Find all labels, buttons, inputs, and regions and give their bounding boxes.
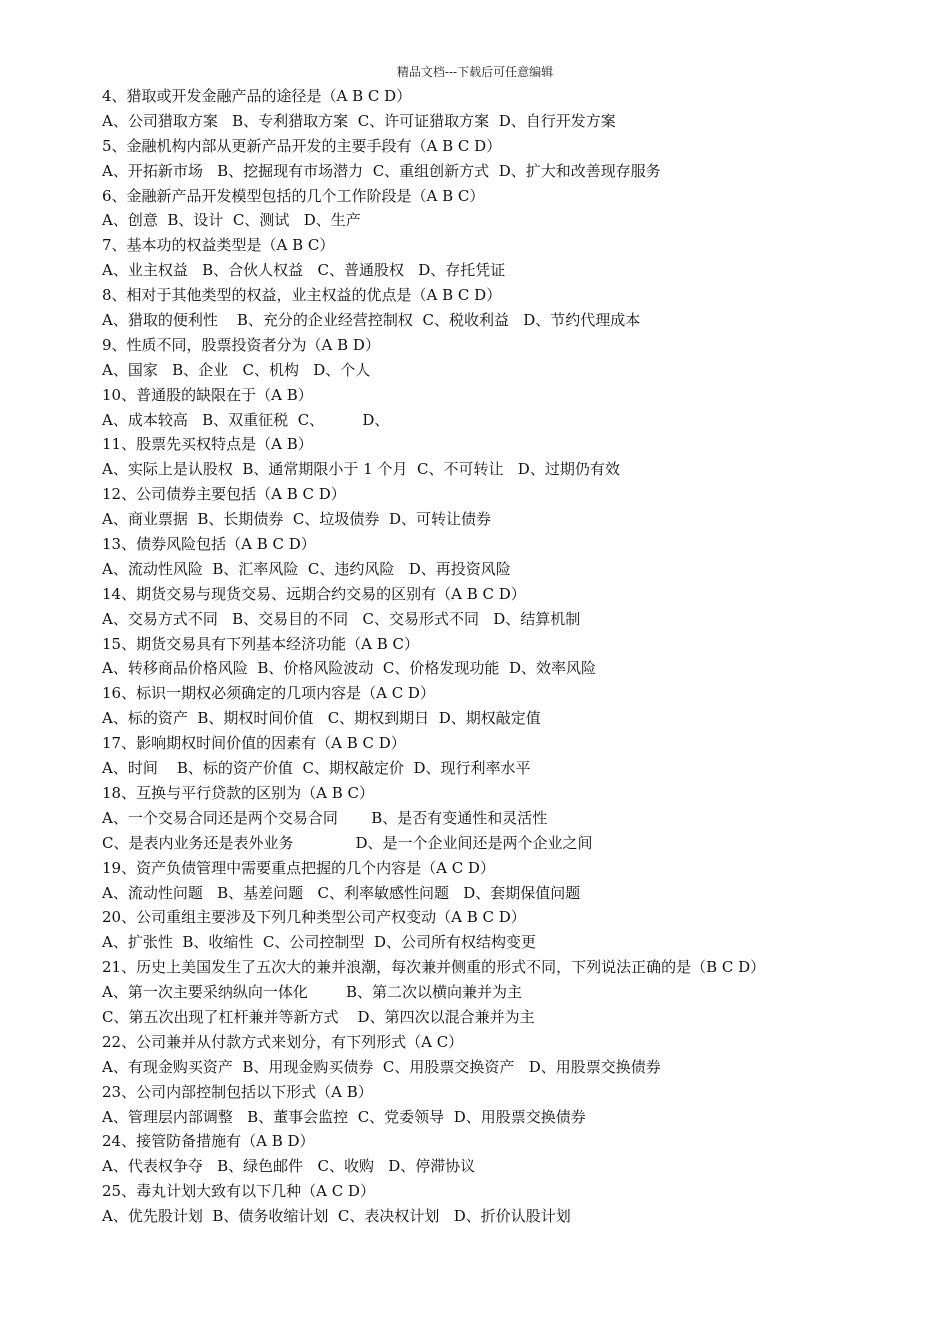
document-body bbox=[102, 84, 902, 1229]
question-7: 7、基本功的权益类型是（A B C） bbox=[102, 236, 335, 255]
question-13: 13、债券风险包括（A B C D） bbox=[102, 535, 316, 554]
question-15: 15、期货交易具有下列基本经济功能（A B C） bbox=[102, 634, 419, 653]
options-9: A、国家 B、企业 C、机构 D、个人 bbox=[102, 360, 371, 379]
question-5: 5、金融机构内部从更新产品开发的主要手段有（A B C D） bbox=[102, 136, 502, 155]
options-4: A、公司猎取方案 B、专利猎取方案 C、许可证猎取方案 D、自行开发方案 bbox=[102, 111, 616, 130]
options-18-cd: C、是表内业务还是表外业务 D、是一个企业间还是两个企业之间 bbox=[102, 833, 593, 852]
question-18: 18、互换与平行贷款的区别为（A B C） bbox=[102, 783, 374, 802]
question-19: 19、资产负债管理中需要重点把握的几个内容是（A C D） bbox=[102, 858, 495, 877]
question-17: 17、影响期权时间价值的因素有（A B C D） bbox=[102, 734, 406, 753]
options-8: A、猎取的便利性 B、充分的企业经营控制权 C、税收利益 D、节约代理成本 bbox=[102, 311, 641, 330]
question-11: 11、股票先买权特点是（A B） bbox=[102, 435, 313, 454]
options-12: A、商业票据 B、长期债券 C、垃圾债券 D、可转让债券 bbox=[102, 510, 491, 529]
question-25: 25、毒丸计划大致有以下几种（A C D） bbox=[102, 1182, 375, 1201]
question-8: 8、相对于其他类型的权益，业主权益的优点是（A B C D） bbox=[102, 286, 502, 305]
options-7: A、业主权益 B、合伙人权益 C、普通股权 D、存托凭证 bbox=[102, 261, 506, 280]
question-16: 16、标识一期权必须确定的几项内容是（A C D） bbox=[102, 684, 435, 703]
options-23: A、管理层内部调整 B、董事会监控 C、党委领导 D、用股票交换债券 bbox=[102, 1107, 586, 1126]
options-11: A、实际上是认股权 B、通常期限小于 1 个月 C、不可转让 D、过期仍有效 bbox=[102, 460, 620, 479]
question-22: 22、公司兼并从付款方式来划分，有下列形式（A C） bbox=[102, 1032, 464, 1051]
question-23: 23、公司内部控制包括以下形式（A B） bbox=[102, 1082, 373, 1101]
question-24: 24、接管防备措施有（A B D） bbox=[102, 1132, 315, 1151]
options-20: A、扩张性 B、收缩性 C、公司控制型 D、公司所有权结构变更 bbox=[102, 933, 536, 952]
options-5: A、开拓新市场 B、挖掘现有市场潜力 C、重组创新方式 D、扩大和改善现存服务 bbox=[102, 161, 661, 180]
options-22: A、有现金购买资产 B、用现金购买债券 C、用股票交换资产 D、用股票交换债券 bbox=[102, 1057, 661, 1076]
options-16: A、标的资产 B、期权时间价值 C、期权到期日 D、期权敲定值 bbox=[102, 709, 541, 728]
options-10: A、成本较高 B、双重征税 C、 D、 bbox=[102, 410, 390, 429]
question-12: 12、公司债券主要包括（A B C D） bbox=[102, 485, 346, 504]
question-4: 4、猎取或开发金融产品的途径是（A B C D） bbox=[102, 87, 412, 105]
question-10: 10、普通股的缺限在于（A B） bbox=[102, 385, 313, 404]
options-15: A、转移商品价格风险 B、价格风险波动 C、价格发现功能 D、效率风险 bbox=[102, 659, 596, 678]
options-18-ab: A、一个交易合同还是两个交易合同 B、是否有变通性和灵活性 bbox=[102, 808, 548, 827]
options-21-cd: C、第五次出现了杠杆兼并等新方式 D、第四次以混合兼并为主 bbox=[102, 1007, 535, 1026]
options-19: A、流动性问题 B、基差问题 C、利率敏感性问题 D、套期保值问题 bbox=[102, 883, 581, 902]
options-24: A、代表权争夺 B、绿色邮件 C、收购 D、停滞协议 bbox=[102, 1157, 476, 1176]
question-20: 20、公司重组主要涉及下列几种类型公司产权变动（A B C D） bbox=[102, 908, 526, 927]
options-6: A、创意 B、设计 C、测试 D、生产 bbox=[102, 211, 361, 230]
page-header: 精品文档---下载后可任意编辑 bbox=[396, 65, 554, 79]
options-17: A、时间 B、标的资产价值 C、期权敲定价 D、现行利率水平 bbox=[102, 759, 531, 778]
options-21-ab: A、第一次主要采纳纵向一体化 B、第二次以横向兼并为主 bbox=[102, 983, 523, 1002]
options-14: A、交易方式不同 B、交易目的不同 C、交易形式不同 D、结算机制 bbox=[102, 609, 581, 628]
question-6: 6、金融新产品开发模型包括的几个工作阶段是（A B C） bbox=[102, 186, 485, 205]
question-9: 9、性质不同，股票投资者分为（A B D） bbox=[102, 335, 380, 354]
options-25: A、优先股计划 B、债务收缩计划 C、表决权计划 D、折价认股计划 bbox=[102, 1207, 571, 1226]
question-14: 14、期货交易与现货交易、远期合约交易的区别有（A B C D） bbox=[102, 584, 526, 603]
question-21: 21、历史上美国发生了五次大的兼并浪潮，每次兼并侧重的形式不同，下列说法正确的是（B C D） bbox=[102, 958, 766, 977]
options-13: A、流动性风险 B、汇率风险 C、违约风险 D、再投资风险 bbox=[102, 559, 511, 578]
